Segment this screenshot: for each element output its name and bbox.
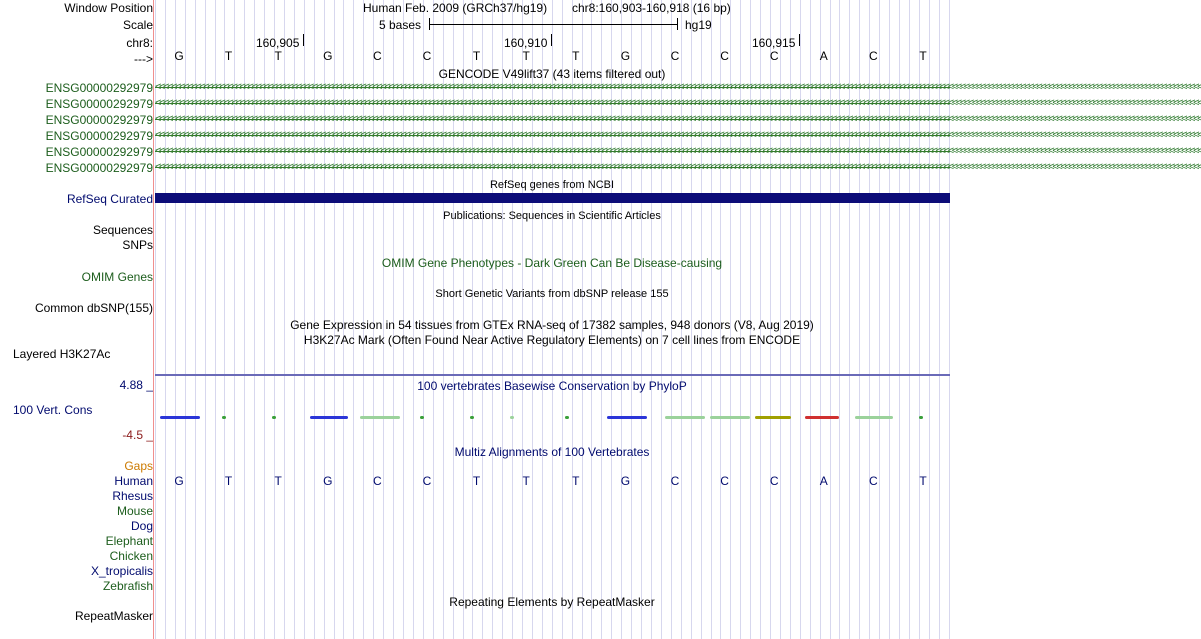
strand-chevrons[interactable]: <<<<<<<<<<<<<<<<<<<<<<<<<<<<<<<<<<<<<<<<<<<<<<<<<<<<<<<<<<<<<<<<<<<<<<<<<<<<<<<<<<<<<<<<<<<<<<<<<<<<<<<<<<<<<<<<<<<<<<<<<<<<<<<<<<<<<<<<<<<<<<<<<<<<<<<<<<<<<<<<<<<<<<<<<<<<<<<<<<<<<<<<<<<<<<<<<<<<<<<<<<<<<<<<<<<<<<<<<<<<<<<<<<<<<<<<<<<<<<<<<<<<<<<<<<<<<<<<<<<< <box>155 161 1201 173</box>
assembly-title: Human Feb. 2009 (GRCh37/hg19) <box>363 1 548 15</box>
phylop-mark <box>855 416 893 419</box>
species-label-zebrafish[interactable]: Zebrafish <box>102 579 153 593</box>
species-label-mouse[interactable]: Mouse <box>116 504 153 518</box>
snps-track-label[interactable]: SNPs <box>122 238 153 252</box>
chrom-label[interactable]: chr8: <box>126 36 153 50</box>
coord-label: 160,905 <box>256 36 300 50</box>
phylop-mark <box>272 416 276 419</box>
gridline <box>195 0 196 639</box>
phylop-track-title[interactable]: 100 vertebrates Basewise Conservation by PhyloP <box>417 379 687 393</box>
track-labels <box>0 0 153 639</box>
base-letter: C <box>869 474 878 488</box>
base-letter: C <box>422 49 432 63</box>
base-letter: C <box>422 474 432 488</box>
coord-tick <box>551 34 552 46</box>
base-letter: T <box>572 49 580 63</box>
base-letter: C <box>869 49 878 63</box>
gridline <box>879 0 880 639</box>
gridline <box>949 0 950 639</box>
gridline <box>254 0 255 639</box>
scale-bar-right-tick <box>677 18 678 30</box>
base-letter: G <box>620 49 631 63</box>
coord-tick <box>303 34 304 46</box>
scale-db: hg19 <box>685 18 712 32</box>
gridline <box>205 0 206 639</box>
gencode-item-label[interactable]: ENSG00000292979 <box>45 145 153 159</box>
cons-track-label[interactable]: 100 Vert. Cons <box>13 403 93 417</box>
gridline <box>820 0 821 639</box>
gridline <box>175 0 176 639</box>
gridline <box>919 0 920 639</box>
multiz-track-title[interactable]: Multiz Alignments of 100 Vertebrates <box>454 445 650 459</box>
sequences-track-label[interactable]: Sequences <box>92 223 153 237</box>
base-letter: T <box>919 49 927 63</box>
gridline <box>284 0 285 639</box>
gridline <box>215 0 216 639</box>
phylop-min-label: -4.5 _ <box>122 428 153 442</box>
gridline <box>939 0 940 639</box>
gridline <box>274 0 275 639</box>
phylop-mark <box>665 416 705 419</box>
strand-chevrons[interactable]: <<<<<<<<<<<<<<<<<<<<<<<<<<<<<<<<<<<<<<<<<<<<<<<<<<<<<<<<<<<<<<<<<<<<<<<<<<<<<<<<<<<<<<<<<<<<<<<<<<<<<<<<<<<<<<<<<<<<<<<<<<<<<<<<<<<<<<<<<<<<<<<<<<<<<<<<<<<<<<<<<<<<<<<<<<<<<<<<<<<<<<<<<<<<<<<<<<<<<<<<<<<<<<<<<<<<<<<<<<<<<<<<<<<<<<<<<<<<<<<<<<<<<<<<<<<<<<<<<<<< <box>155 113 1201 125</box>
base-letter: G <box>174 474 184 488</box>
phylop-mark <box>420 416 424 419</box>
scale-bar <box>429 24 677 25</box>
dbsnp-track-title[interactable]: Short Genetic Variants from dbSNP release 155 <box>435 288 669 300</box>
species-label-rhesus[interactable]: Rhesus <box>112 489 153 503</box>
gencode-item-label[interactable]: ENSG00000292979 <box>45 97 153 111</box>
species-label-dog[interactable]: Dog <box>130 519 153 533</box>
omim-track-label[interactable]: OMIM Genes <box>81 270 153 284</box>
phylop-mark <box>510 416 514 419</box>
base-letter: G <box>174 49 184 63</box>
species-label-chicken[interactable]: Chicken <box>109 549 153 563</box>
base-letter: G <box>323 49 333 63</box>
gencode-item-label[interactable]: ENSG00000292979 <box>45 161 153 175</box>
strand-chevrons[interactable]: <<<<<<<<<<<<<<<<<<<<<<<<<<<<<<<<<<<<<<<<<<<<<<<<<<<<<<<<<<<<<<<<<<<<<<<<<<<<<<<<<<<<<<<<<<<<<<<<<<<<<<<<<<<<<<<<<<<<<<<<<<<<<<<<<<<<<<<<<<<<<<<<<<<<<<<<<<<<<<<<<<<<<<<<<<<<<<<<<<<<<<<<<<<<<<<<<<<<<<<<<<<<<<<<<<<<<<<<<<<<<<<<<<<<<<<<<<<<<<<<<<<<<<<<<<<<<<<<<<<< <box>155 81 1201 93</box>
phylop-mark <box>470 416 474 419</box>
species-label-elephant[interactable]: Elephant <box>105 534 153 548</box>
base-letter: T <box>572 474 580 488</box>
coord-label: 160,915 <box>752 36 796 50</box>
gridline <box>889 0 890 639</box>
gridline <box>234 0 235 639</box>
gencode-track-title[interactable]: GENCODE V49lift37 (43 items filtered out) <box>438 67 666 81</box>
gridline <box>830 0 831 639</box>
window-position-label[interactable]: Window Position <box>64 1 153 15</box>
h3k27ac-track-label[interactable]: Layered H3K27Ac <box>13 347 111 361</box>
phylop-mark <box>755 416 791 419</box>
gencode-item-label[interactable]: ENSG00000292979 <box>45 81 153 95</box>
species-label-xtropicalis[interactable]: X_tropicalis <box>90 564 153 578</box>
strand-arrow-label[interactable]: ---> <box>134 52 153 66</box>
base-letter: C <box>769 474 779 488</box>
phylop-mark <box>360 416 400 419</box>
base-letter: C <box>373 49 382 63</box>
phylop-mark <box>310 416 348 419</box>
species-label-human[interactable]: Human <box>114 474 153 488</box>
base-letter: T <box>472 49 481 63</box>
base-letter: T <box>274 49 282 63</box>
base-letter: T <box>522 474 530 488</box>
phylop-mark <box>565 416 569 419</box>
gridline <box>849 0 850 639</box>
base-letter: G <box>620 474 631 488</box>
gtex-track-title[interactable]: Gene Expression in 54 tissues from GTEx RNA-seq of 17382 samples, 948 donors (V8, Aug 2019) <box>290 318 814 332</box>
position-readout: chr8:160,903-160,918 (16 bp) <box>572 1 731 15</box>
base-letter: A <box>819 474 828 488</box>
refseq-track-title[interactable]: RefSeq genes from NCBI <box>489 179 615 191</box>
scale-label[interactable]: Scale <box>122 18 153 32</box>
refseq-gene-bar[interactable] <box>155 193 950 203</box>
gridline <box>155 0 156 639</box>
base-letter: C <box>720 49 729 63</box>
dbsnp-track-label[interactable]: Common dbSNP(155) <box>34 301 153 315</box>
gridline <box>899 0 900 639</box>
species-label-gaps[interactable]: Gaps <box>124 459 153 473</box>
gridline <box>839 0 840 639</box>
phylop-mark <box>919 416 923 419</box>
phylop-mark <box>607 416 647 419</box>
h3k27ac-track-title[interactable]: H3K27Ac Mark (Often Found Near Active Regulatory Elements) on 7 cell lines from ENCODE <box>303 333 801 347</box>
scale-text: 5 bases <box>379 18 422 32</box>
base-letter: G <box>323 474 333 488</box>
base-letter: C <box>670 49 680 63</box>
base-letter: T <box>919 474 927 488</box>
label-divider <box>153 0 154 639</box>
base-letter: T <box>224 49 233 63</box>
gridline <box>264 0 265 639</box>
strand-chevrons[interactable]: <<<<<<<<<<<<<<<<<<<<<<<<<<<<<<<<<<<<<<<<<<<<<<<<<<<<<<<<<<<<<<<<<<<<<<<<<<<<<<<<<<<<<<<<<<<<<<<<<<<<<<<<<<<<<<<<<<<<<<<<<<<<<<<<<<<<<<<<<<<<<<<<<<<<<<<<<<<<<<<<<<<<<<<<<<<<<<<<<<<<<<<<<<<<<<<<<<<<<<<<<<<<<<<<<<<<<<<<<<<<<<<<<<<<<<<<<<<<<<<<<<<<<<<<<<<<<<<<<<<< <box>155 97 1201 109</box>
refseq-track-label[interactable]: RefSeq Curated <box>66 192 153 206</box>
base-letter: C <box>670 474 680 488</box>
phylop-mark <box>222 416 226 419</box>
base-letter: T <box>522 49 530 63</box>
publications-track-title[interactable]: Publications: Sequences in Scientific Articles <box>443 210 661 222</box>
coord-tick <box>799 34 800 46</box>
gridline <box>185 0 186 639</box>
base-letter: C <box>720 474 729 488</box>
repeatmasker-track-title[interactable]: Repeating Elements by RepeatMasker <box>449 595 655 609</box>
gridline <box>929 0 930 639</box>
strand-chevrons[interactable]: <<<<<<<<<<<<<<<<<<<<<<<<<<<<<<<<<<<<<<<<<<<<<<<<<<<<<<<<<<<<<<<<<<<<<<<<<<<<<<<<<<<<<<<<<<<<<<<<<<<<<<<<<<<<<<<<<<<<<<<<<<<<<<<<<<<<<<<<<<<<<<<<<<<<<<<<<<<<<<<<<<<<<<<<<<<<<<<<<<<<<<<<<<<<<<<<<<<<<<<<<<<<<<<<<<<<<<<<<<<<<<<<<<<<<<<<<<<<<<<<<<<<<<<<<<<<<<<<<<<< <box>155 145 1201 157</box>
gencode-item-label[interactable]: ENSG00000292979 <box>45 129 153 143</box>
phylop-mark <box>805 416 839 419</box>
phylop-mark <box>160 416 200 419</box>
repeatmasker-track-label[interactable]: RepeatMasker <box>74 609 153 623</box>
base-letter: T <box>224 474 233 488</box>
phylop-mark <box>710 416 750 419</box>
omim-track-title[interactable]: OMIM Gene Phenotypes - Dark Green Can Be Disease-causing <box>381 256 723 270</box>
gridline <box>244 0 245 639</box>
phylop-max-label: 4.88 _ <box>119 378 153 392</box>
gridline <box>869 0 870 639</box>
gencode-item-label[interactable]: ENSG00000292979 <box>45 113 153 127</box>
base-letter: C <box>769 49 779 63</box>
gridline <box>224 0 225 639</box>
gridline <box>165 0 166 639</box>
base-letter: A <box>819 49 828 63</box>
gridline <box>859 0 860 639</box>
base-letter: T <box>472 474 481 488</box>
gridline <box>909 0 910 639</box>
track-image[interactable] <box>155 0 1201 639</box>
base-letter: C <box>373 474 382 488</box>
phylop-top-line <box>155 374 950 376</box>
coord-label: 160,910 <box>504 36 548 50</box>
strand-chevrons[interactable]: <<<<<<<<<<<<<<<<<<<<<<<<<<<<<<<<<<<<<<<<<<<<<<<<<<<<<<<<<<<<<<<<<<<<<<<<<<<<<<<<<<<<<<<<<<<<<<<<<<<<<<<<<<<<<<<<<<<<<<<<<<<<<<<<<<<<<<<<<<<<<<<<<<<<<<<<<<<<<<<<<<<<<<<<<<<<<<<<<<<<<<<<<<<<<<<<<<<<<<<<<<<<<<<<<<<<<<<<<<<<<<<<<<<<<<<<<<<<<<<<<<<<<<<<<<<<<<<<<<<< <box>155 129 1201 141</box>
base-letter: T <box>274 474 282 488</box>
